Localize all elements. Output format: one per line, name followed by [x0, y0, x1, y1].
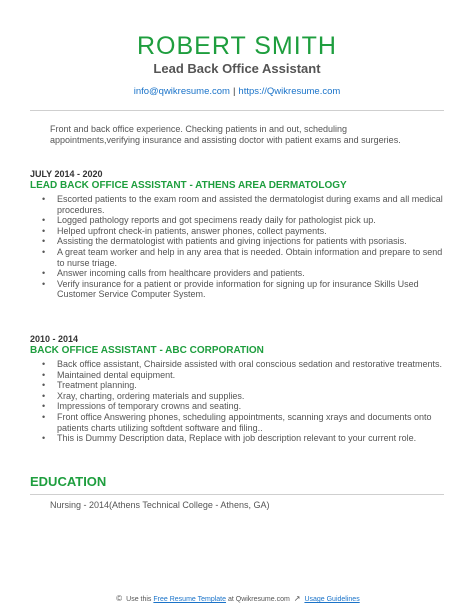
footer-prefix: Use this [126, 596, 152, 603]
header-divider [30, 110, 444, 111]
list-item: • Impressions of temporary crowns and seating. [42, 401, 242, 412]
free-template-link[interactable]: Free Resume Template [153, 596, 227, 603]
list-item: • Back office assistant, Chairside assisted with oral conscious sedation and restorative treatments. [42, 359, 443, 369]
job-bullets [30, 359, 450, 444]
job-dates: 2010 - 2014 [30, 334, 79, 344]
contact-line [0, 86, 474, 97]
bullet-icon: • [42, 268, 46, 279]
footer [0, 594, 474, 603]
footer-middle: at Qwikresume.com [227, 596, 290, 603]
job-entry-1 [30, 169, 450, 300]
list-item: • Logged pathology reports and got specimens ready daily for pathologist pick up. [42, 215, 376, 226]
job-title: BACK OFFICE ASSISTANT - ABC CORPORATION [30, 345, 264, 356]
bullet-icon: • [42, 215, 46, 226]
bullet-icon: • [42, 380, 46, 391]
list-item: • Front office Answering phones, scheduling appointments, scanning xrays and documents onto patients charts utilizing softdent software and filing.. [42, 411, 432, 433]
job-entry-2 [30, 334, 450, 444]
bullet-icon: • [42, 278, 46, 289]
education-item: Nursing - 2014(Athens Technical College - Athens, GA) [50, 500, 270, 510]
usage-guidelines-link[interactable]: Usage Guidelines [304, 596, 360, 603]
external-link-icon: ↗ [293, 594, 301, 603]
email-link[interactable]: info@qwikresume.com [133, 86, 230, 97]
job-bullets [30, 194, 450, 300]
copyright-icon: © [116, 594, 123, 603]
contact-separator: | [232, 86, 236, 97]
bullet-icon: • [42, 390, 46, 401]
list-item: • Maintained dental equipment. [42, 369, 176, 380]
bullet-icon: • [42, 194, 46, 204]
list-item: • Escorted patients to the exam room and assisted the dermatologist during exams and all medical procedures. [42, 194, 443, 215]
job-title: LEAD BACK OFFICE ASSISTANT - ATHENS AREA DERMATOLOGY [30, 180, 347, 191]
list-item: • Verify insurance for a patient or provide information for signing up for insurance Skills Used Customer Service Computer System. [42, 278, 419, 300]
education-heading: EDUCATION [30, 474, 107, 489]
bullet-icon: • [42, 401, 46, 412]
list-item: • This is Dummy Description data, Replace with job description relevant to your current role. [42, 433, 417, 444]
bullet-icon: • [42, 359, 46, 369]
bullet-icon: • [42, 433, 46, 444]
bullet-icon: • [42, 411, 46, 422]
bullet-icon: • [42, 369, 46, 380]
list-item: • Helped upfront check-in patients, answer phones, collect payments. [42, 225, 327, 236]
education-divider [30, 494, 444, 495]
list-item: • Answer incoming calls from healthcare providers and patients. [42, 268, 305, 279]
summary-text: Front and back office experience. Checking patients in and out, scheduling appointments,verifying insurance and assisting doctor with patient exams and surgeries. [50, 124, 401, 145]
list-item: • A great team worker and help in any area that is needed. Obtain information and prepare to send to nurse triage. [42, 246, 443, 268]
candidate-title: Lead Back Office Assistant [153, 61, 321, 76]
website-link[interactable]: https://Qwikresume.com [238, 86, 341, 97]
bullet-icon: • [42, 246, 46, 257]
candidate-name: ROBERT SMITH [137, 32, 337, 60]
bullet-icon: • [42, 236, 46, 247]
bullet-icon: • [42, 225, 46, 236]
list-item: • Treatment planning. [42, 380, 137, 391]
list-item: • Xray, charting, ordering materials and supplies. [42, 390, 245, 401]
job-dates: JULY 2014 - 2020 [30, 169, 103, 179]
list-item: • Assisting the dermatologist with patients and giving injections for patients with psoriasis. [42, 236, 407, 247]
